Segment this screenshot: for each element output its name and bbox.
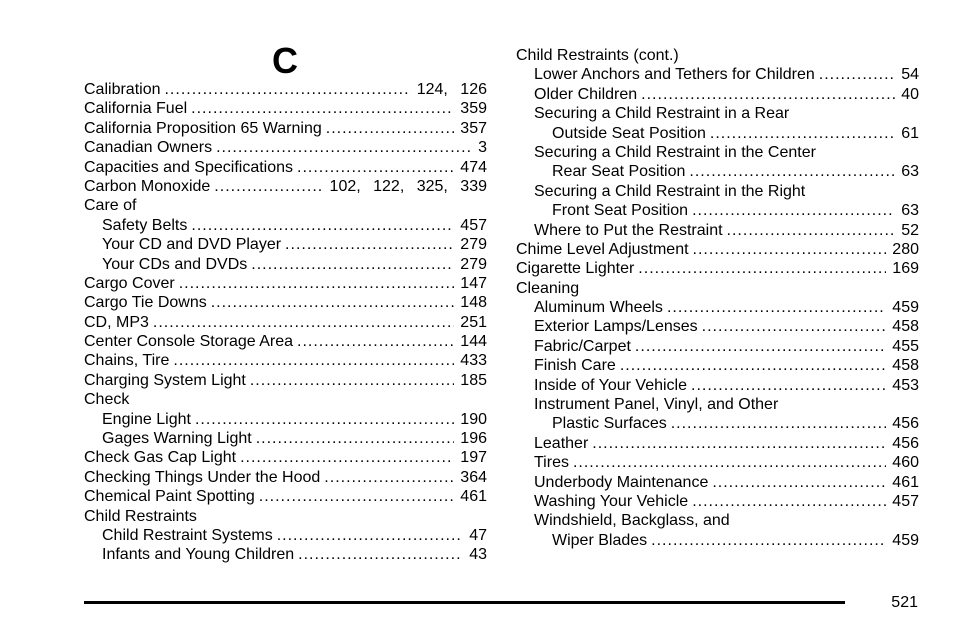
- index-entry-pages: 148: [460, 294, 487, 312]
- index-entry: [516, 337, 919, 356]
- index-entry: [516, 298, 919, 317]
- index-entry-pages: 63: [901, 202, 919, 220]
- index-entry-label: Engine Light: [102, 410, 191, 428]
- index-entry-label: Calibration: [84, 80, 161, 98]
- index-entry-label: Your CD and DVD Player: [102, 236, 282, 254]
- index-entry: [84, 468, 487, 487]
- index-column-right: [516, 46, 919, 550]
- index-entry-pages: 458: [892, 357, 919, 375]
- index-entry: [516, 414, 919, 433]
- index-entry-label: Charging System Light: [84, 371, 246, 389]
- index-entry: [516, 395, 919, 414]
- index-entry: [516, 221, 919, 240]
- dot-leader: [240, 448, 454, 467]
- index-entry-pages: 185: [460, 371, 487, 389]
- index-entry: [84, 255, 487, 274]
- index-entry-pages: 52: [901, 221, 919, 239]
- index-entry: [516, 376, 919, 395]
- index-entry-pages: 279: [460, 236, 487, 254]
- index-entry-label: Windshield, Backglass, and: [534, 512, 730, 530]
- index-entry: [84, 80, 487, 99]
- index-entry-label: Aluminum Wheels: [534, 299, 663, 317]
- index-entry: [516, 279, 919, 298]
- index-entry: [516, 143, 919, 162]
- index-entry-pages: 459: [892, 531, 919, 549]
- index-entry-pages: 461: [460, 488, 487, 506]
- dot-leader: [620, 356, 886, 375]
- index-entry: [84, 196, 487, 215]
- index-entry: [516, 473, 919, 492]
- dot-leader: [179, 274, 455, 293]
- index-entry-label: Checking Things Under the Hood: [84, 468, 321, 486]
- index-entry-pages: 63: [901, 163, 919, 181]
- dot-leader: [250, 371, 454, 390]
- dot-leader: [211, 293, 455, 312]
- dot-leader: [259, 487, 455, 506]
- index-entry-pages: 461: [892, 473, 919, 491]
- index-entry-pages: 357: [460, 119, 487, 137]
- index-entry-pages: 61: [901, 124, 919, 142]
- dot-leader: [693, 240, 887, 259]
- section-letter: C: [272, 40, 298, 81]
- index-entry: [84, 274, 487, 293]
- index-entry-pages: 280: [892, 240, 919, 258]
- index-entry-pages: 124, 126: [416, 80, 487, 98]
- index-entry-pages: 359: [460, 100, 487, 118]
- dot-leader: [691, 376, 886, 395]
- index-entry-label: Older Children: [534, 85, 638, 103]
- dot-leader: [153, 313, 454, 332]
- index-entry: [84, 293, 487, 312]
- dot-leader: [195, 410, 454, 429]
- index-entry-pages: 474: [460, 158, 487, 176]
- dot-leader: [324, 468, 454, 487]
- index-entry-label: Chains, Tire: [84, 352, 170, 370]
- index-entry-pages: 3: [478, 139, 487, 157]
- index-entry-pages: 169: [892, 260, 919, 278]
- index-entry: [516, 201, 919, 220]
- index-entry: [516, 511, 919, 530]
- dot-leader: [638, 259, 886, 278]
- index-entry-label: Washing Your Vehicle: [534, 492, 689, 510]
- dot-leader: [710, 124, 895, 143]
- index-entry-label: Securing a Child Restraint in the Center: [534, 143, 816, 161]
- dot-leader: [164, 80, 410, 99]
- dot-leader: [819, 65, 895, 84]
- index-entry-label: California Proposition 65 Warning: [84, 119, 322, 137]
- index-entry-label: Rear Seat Position: [552, 163, 686, 181]
- index-entry-pages: 458: [892, 318, 919, 336]
- index-entry-pages: 40: [901, 85, 919, 103]
- dot-leader: [651, 531, 886, 550]
- index-entry-pages: 102, 122, 325, 339: [329, 177, 487, 195]
- index-entry: [84, 158, 487, 177]
- index-entry-pages: 197: [460, 449, 487, 467]
- dot-leader: [671, 414, 887, 433]
- dot-leader: [573, 453, 886, 472]
- index-entry-label: Child Restraints: [84, 507, 197, 525]
- dot-leader: [297, 158, 454, 177]
- index-entry: [84, 507, 487, 526]
- index-entry: [84, 177, 487, 196]
- dot-leader: [214, 177, 323, 196]
- index-entry-label: Instrument Panel, Vinyl, and Other: [534, 396, 779, 414]
- index-entry-label: Exterior Lamps/Lenses: [534, 318, 698, 336]
- index-entry-pages: 364: [460, 468, 487, 486]
- index-entry-label: Child Restraints (cont.): [516, 46, 679, 64]
- index-entry-pages: 459: [892, 299, 919, 317]
- index-entry-label: Front Seat Position: [552, 202, 689, 220]
- index-entry-label: Chemical Paint Spotting: [84, 488, 255, 506]
- index-entry: [516, 46, 919, 65]
- index-entry-pages: 251: [460, 313, 487, 331]
- index-entry-label: Underbody Maintenance: [534, 473, 709, 491]
- index-entry-label: Fabric/Carpet: [534, 337, 631, 355]
- dot-leader: [191, 99, 454, 118]
- index-entry: [516, 356, 919, 375]
- dot-leader: [216, 138, 472, 157]
- index-entry: [84, 99, 487, 118]
- index-entry-pages: 47: [469, 526, 487, 544]
- dot-leader: [727, 221, 896, 240]
- index-entry-label: Carbon Monoxide: [84, 177, 211, 195]
- index-entry-label: Tires: [534, 454, 569, 472]
- index-entry-label: Center Console Storage Area: [84, 333, 294, 351]
- index-entry-label: Gages Warning Light: [102, 430, 252, 448]
- dot-leader: [702, 317, 887, 336]
- index-entry: [516, 492, 919, 511]
- index-entry: [516, 240, 919, 259]
- index-entry-label: Leather: [534, 434, 589, 452]
- index-entry: [84, 410, 487, 429]
- footer-rule: [84, 601, 845, 604]
- index-entry-label: Cargo Cover: [84, 274, 175, 292]
- index-entry-pages: 456: [892, 434, 919, 452]
- index-entry-label: Where to Put the Restraint: [534, 221, 723, 239]
- index-entry-label: Canadian Owners: [84, 139, 213, 157]
- index-entry: [516, 124, 919, 143]
- dot-leader: [277, 526, 463, 545]
- index-entry-pages: 43: [469, 546, 487, 564]
- index-entry-pages: 147: [460, 274, 487, 292]
- index-entry-label: Finish Care: [534, 357, 616, 375]
- index-entry-label: Cleaning: [516, 279, 580, 297]
- dot-leader: [326, 119, 455, 138]
- index-entry-label: Your CDs and DVDs: [102, 255, 248, 273]
- dot-leader: [285, 235, 454, 254]
- index-entry-label: Care of: [84, 197, 137, 215]
- dot-leader: [712, 473, 886, 492]
- index-entry-label: Chime Level Adjustment: [516, 240, 689, 258]
- index-entry-pages: 453: [892, 376, 919, 394]
- index-entry-label: Safety Belts: [102, 216, 188, 234]
- index-entry: [84, 390, 487, 409]
- dot-leader: [251, 255, 454, 274]
- dot-leader: [298, 545, 463, 564]
- index-entry-pages: 457: [892, 492, 919, 510]
- index-entry-label: Outside Seat Position: [552, 124, 706, 142]
- index-entry-label: Securing a Child Restraint in the Right: [534, 182, 806, 200]
- index-entry: [84, 371, 487, 390]
- dot-leader: [592, 434, 886, 453]
- index-entry-label: Plastic Surfaces: [552, 415, 667, 433]
- index-entry-pages: 460: [892, 454, 919, 472]
- dot-leader: [689, 162, 895, 181]
- index-entry-label: California Fuel: [84, 100, 188, 118]
- index-entry-label: Securing a Child Restraint in a Rear: [534, 105, 790, 123]
- index-entry: [516, 104, 919, 123]
- index-entry: [84, 526, 487, 545]
- index-entry: [84, 216, 487, 235]
- index-entry-label: Inside of Your Vehicle: [534, 376, 688, 394]
- index-entry: [516, 259, 919, 278]
- index-entry: [84, 487, 487, 506]
- index-entry: [84, 332, 487, 351]
- index-entry: [516, 317, 919, 336]
- page-number: 521: [891, 594, 918, 611]
- index-entry: [84, 351, 487, 370]
- dot-leader: [692, 492, 886, 511]
- index-entry: [516, 531, 919, 550]
- index-entry: [84, 448, 487, 467]
- index-entry: [516, 65, 919, 84]
- index-entry: [84, 138, 487, 157]
- index-entry-pages: 196: [460, 430, 487, 448]
- index-entry: [516, 434, 919, 453]
- index-entry-pages: 190: [460, 410, 487, 428]
- index-entry-pages: 456: [892, 415, 919, 433]
- dot-leader: [297, 332, 454, 351]
- index-entry-label: Wiper Blades: [552, 531, 648, 549]
- index-entry-pages: 457: [460, 216, 487, 234]
- index-entry-pages: 144: [460, 333, 487, 351]
- index-column-left: [84, 80, 487, 565]
- dot-leader: [635, 337, 886, 356]
- index-entry-label: Child Restraint Systems: [102, 526, 273, 544]
- dot-leader: [173, 351, 454, 370]
- index-entry: [516, 182, 919, 201]
- index-entry-pages: 54: [901, 66, 919, 84]
- dot-leader: [191, 216, 454, 235]
- index-entry: [84, 429, 487, 448]
- index-entry-label: Infants and Young Children: [102, 546, 295, 564]
- index-entry: [516, 85, 919, 104]
- dot-leader: [256, 429, 455, 448]
- index-entry-label: Check Gas Cap Light: [84, 449, 237, 467]
- index-entry-pages: 433: [460, 352, 487, 370]
- dot-leader: [641, 85, 895, 104]
- index-entry: [84, 545, 487, 564]
- index-entry-label: Cargo Tie Downs: [84, 294, 207, 312]
- index-entry: [516, 453, 919, 472]
- index-entry: [516, 162, 919, 181]
- index-entry: [84, 119, 487, 138]
- index-entry-label: Cigarette Lighter: [516, 260, 635, 278]
- index-entry-label: Capacities and Specifications: [84, 158, 294, 176]
- index-entry: [84, 313, 487, 332]
- index-entry-label: CD, MP3: [84, 313, 149, 331]
- index-entry-pages: 455: [892, 337, 919, 355]
- index-entry-label: Check: [84, 391, 130, 409]
- index-entry: [84, 235, 487, 254]
- dot-leader: [667, 298, 886, 317]
- index-entry-pages: 279: [460, 255, 487, 273]
- index-entry-label: Lower Anchors and Tethers for Children: [534, 66, 815, 84]
- dot-leader: [692, 201, 895, 220]
